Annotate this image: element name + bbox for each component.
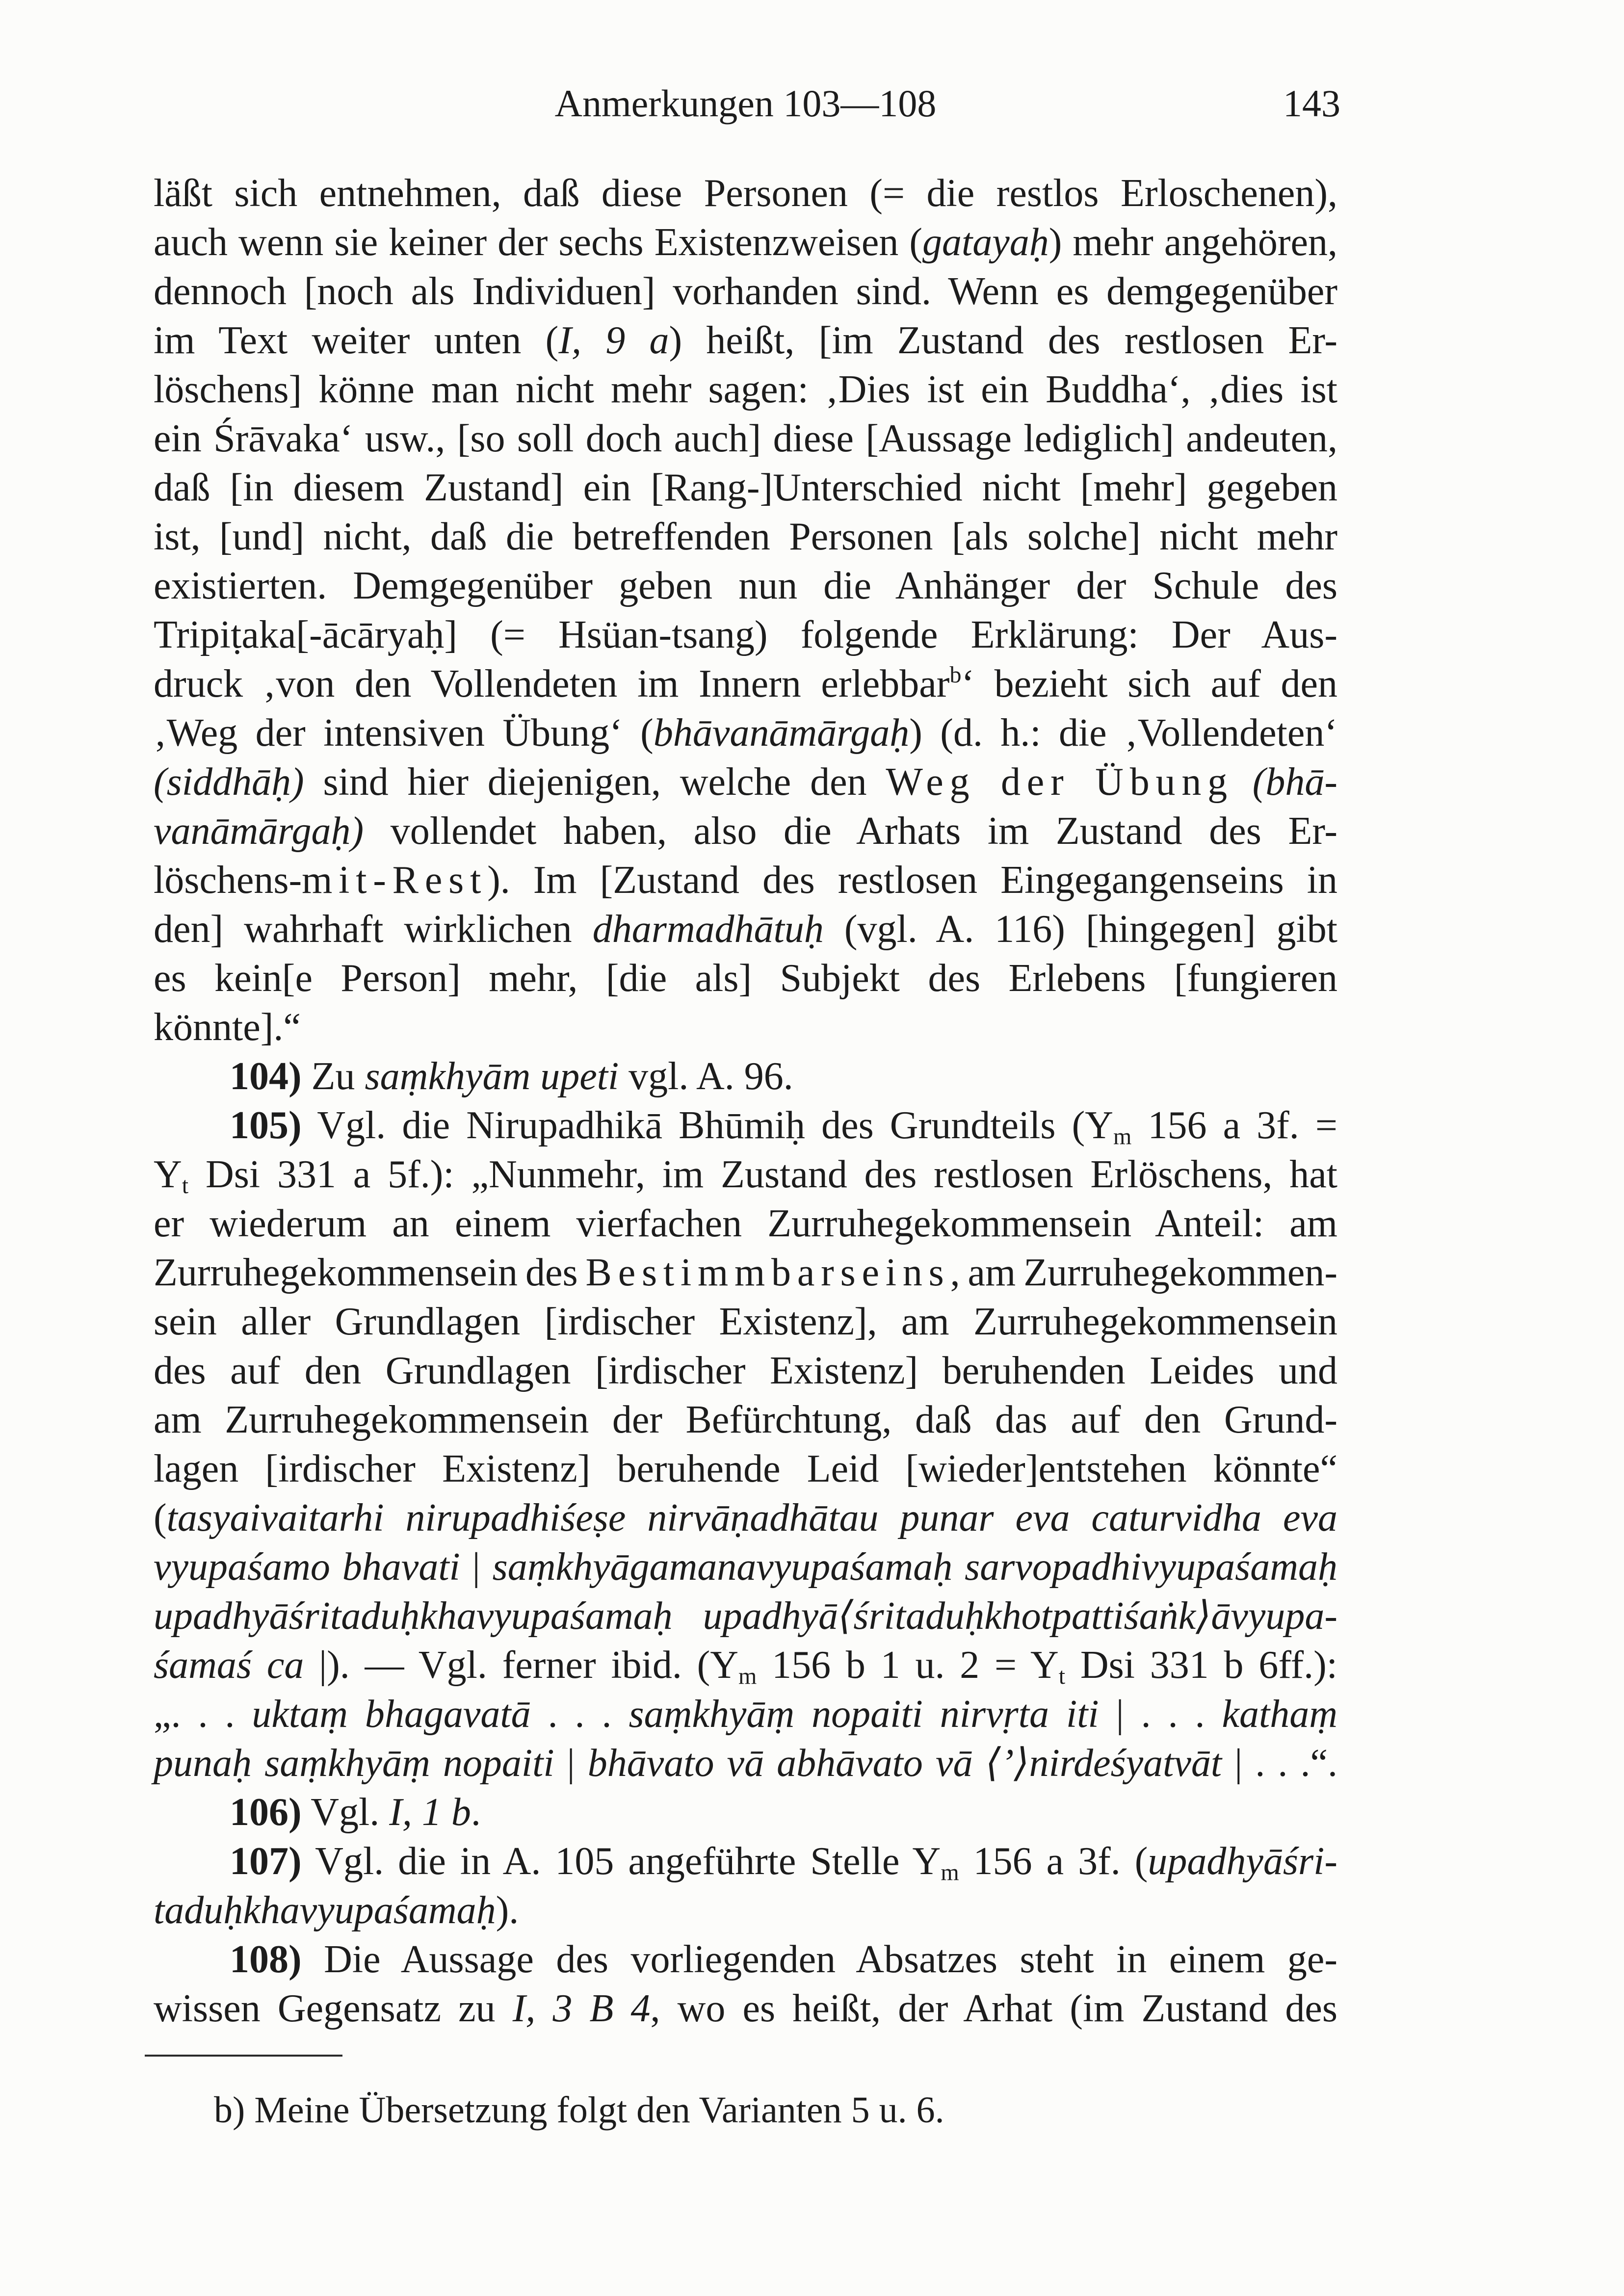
line-text — [154, 659, 1337, 708]
line-text — [154, 1984, 1337, 2033]
text-run: ) (d. h.: die ‚Vollendeten‘ — [909, 711, 1338, 755]
text-run: 156 a 3f. = — [1131, 1104, 1338, 1147]
text-line — [154, 316, 1337, 365]
text-run: , wo es heißt, der Arhat (im Zustand des — [650, 1987, 1337, 2030]
line-text — [154, 1641, 1337, 1690]
footnote-rule — [145, 2055, 342, 2057]
notes-text-block — [154, 169, 1337, 2033]
italic-text: taduḥkhavyupaśamaḥ — [154, 1889, 496, 1932]
italic-text: śamaś ca — [154, 1644, 304, 1687]
line-text — [154, 1444, 1337, 1493]
line-text — [230, 1837, 1337, 1886]
note-number: 107) — [230, 1840, 302, 1883]
text-run: Dsi 331 b 6ff.): — [1065, 1644, 1338, 1687]
text-run: er wiederum an einem vierfachen Zurruhegekommensein Anteil: am — [154, 1202, 1337, 1245]
note-number: 105) — [230, 1104, 302, 1147]
line-text — [154, 512, 1337, 561]
line-text — [154, 1346, 1337, 1395]
line-text — [230, 1788, 481, 1837]
subscript: t — [1058, 1663, 1066, 1689]
text-line — [154, 1641, 1337, 1690]
note-108 — [154, 1935, 1337, 2033]
note-104 — [154, 1052, 1337, 1101]
text-run: vgl. A. 96. — [619, 1055, 793, 1098]
italic-text: tasyaivaitarhi nirupadhiśeṣe nirvāṇadhātau punar eva caturvidha eva — [166, 1496, 1337, 1539]
italic-text: saṃkhyām upeti — [365, 1055, 619, 1098]
text-run: 156 a 3f. ( — [959, 1840, 1148, 1883]
text-line — [154, 1101, 1337, 1150]
text-run: ‘ bezieht sich auf den — [961, 662, 1338, 705]
line-text — [154, 954, 1337, 1003]
text-run: könnte].“ — [154, 1006, 301, 1049]
text-run: vollendet haben, also die Arhats im Zustand des Er- — [364, 809, 1337, 853]
page-number: 143 — [1283, 82, 1340, 125]
text-run: Vgl. die in A. 105 angeführte Stelle Y — [315, 1840, 941, 1883]
line-text — [154, 1690, 1337, 1739]
text-run: löschens- — [154, 859, 302, 902]
text-run: ein Śrāvaka‘ usw., [so soll doch auch] diese [Aussage lediglich] andeuten, — [154, 417, 1337, 460]
italic-text: I, 1 b — [389, 1791, 471, 1834]
text-line — [154, 1297, 1337, 1346]
text-line — [154, 1935, 1337, 1984]
italic-text: bhāvato vā abhāvato vā ⟨’⟩nirdeśyatvāt — [587, 1742, 1222, 1785]
line-text — [230, 1101, 1337, 1150]
line-text — [154, 316, 1337, 365]
footnote-marker: b) — [214, 2089, 245, 2131]
text-line — [154, 1346, 1337, 1395]
text-run: daß [in diesem Zustand] ein [Rang-]Unterschied nicht [mehr] gegeben — [154, 466, 1337, 509]
text-run: Zurruhegekommensein des — [154, 1251, 586, 1294]
text-line — [154, 463, 1337, 512]
text-run: sein aller Grundlagen [irdischer Existenz], am Zurruhegekommensein — [154, 1300, 1337, 1343]
text-line — [154, 610, 1337, 659]
text-run: Dsi 331 a 5f.): „Nunmehr, im Zustand des restlosen Erlöschens, hat — [188, 1153, 1337, 1196]
text-line — [154, 512, 1337, 561]
text-line — [154, 365, 1337, 414]
note-105 — [154, 1101, 1337, 1788]
line-text — [154, 1542, 1337, 1592]
note-106 — [154, 1788, 1337, 1837]
text-run: (vgl. A. 116) [hingegen] gibt — [823, 908, 1337, 951]
text-run: ) heißt, [im Zustand des restlosen Er- — [669, 319, 1337, 362]
note-number: 108) — [230, 1938, 302, 1981]
text-run: |). — Vgl. ferner ibid. (Y — [304, 1644, 739, 1687]
text-run: | — [460, 1545, 493, 1589]
text-line — [154, 1886, 1337, 1935]
text-run: des auf den Grundlagen [irdischer Existenz] beruhenden Leides und — [154, 1349, 1337, 1392]
running-header — [154, 79, 1340, 128]
line-text — [154, 708, 1337, 757]
line-text — [154, 414, 1337, 463]
spaced-text: mit-Rest — [302, 859, 488, 902]
text-line — [154, 1690, 1337, 1739]
text-line — [154, 1248, 1337, 1297]
subscript: t — [182, 1173, 189, 1199]
text-run: den] wahrhaft wirklichen — [154, 908, 593, 951]
text-line — [154, 905, 1337, 954]
line-text — [154, 1003, 301, 1052]
text-run: am Zurruhegekommensein der Befürchtung, daß das auf den Grund- — [154, 1398, 1337, 1441]
text-run: | . . . — [1099, 1693, 1222, 1736]
text-run: sind hier diejenigen, welche den — [304, 760, 886, 804]
line-text — [154, 1493, 1337, 1542]
footnote-b — [214, 2086, 944, 2135]
text-line — [154, 954, 1337, 1003]
text-line — [154, 1788, 1337, 1837]
italic-text: saṃkhyāgamanavyupaśamaḥ sarvopadhivyupaśamaḥ — [492, 1545, 1338, 1589]
italic-text: upadhyāśritaduḥkhavyupaśamaḥ upadhyā⟨śritaduḥkhotpattiśaṅk⟩āvyupa- — [154, 1594, 1337, 1638]
spaced-text: Bestimmbarseins — [585, 1251, 950, 1294]
italic-text: dharmadhātuḥ — [592, 908, 824, 951]
text-run: Zu — [311, 1055, 365, 1098]
text-line — [154, 169, 1337, 218]
text-line — [154, 1542, 1337, 1592]
text-line — [154, 1052, 1337, 1101]
text-run: ‚Weg der intensiven Übung‘ ( — [154, 711, 654, 755]
line-text — [154, 463, 1337, 512]
text-line — [154, 807, 1337, 856]
text-run: Vgl. — [311, 1791, 390, 1834]
text-run: Y — [154, 1153, 182, 1196]
note-number: 104) — [230, 1055, 302, 1098]
italic-text: I, 3 B 4 — [512, 1987, 651, 2030]
footnote-text: Meine Übersetzung folgt den Varianten 5 u. 6. — [254, 2089, 944, 2131]
note-number: 106) — [230, 1791, 302, 1834]
line-text — [154, 169, 1337, 218]
text-run: | . . .“. — [1222, 1742, 1337, 1785]
italic-text: bhāvanāmārgaḥ — [653, 711, 910, 755]
text-run: es kein[e Person] mehr, [die als] Subjekt des Erlebens [fungieren — [154, 957, 1337, 1000]
text-run: wissen Gegensatz zu — [154, 1987, 513, 2030]
text-run: lagen [irdischer Existenz] beruhende Leid [wieder]entstehen könnte“ — [154, 1447, 1337, 1490]
subscript: m — [941, 1859, 959, 1885]
line-text — [154, 1395, 1337, 1444]
line-text — [154, 1886, 519, 1935]
text-run: ( — [154, 1496, 167, 1539]
text-line — [154, 1592, 1337, 1641]
text-run: ) mehr angehören, — [1048, 221, 1338, 264]
line-text — [154, 561, 1337, 610]
line-text — [154, 1739, 1337, 1788]
text-line — [154, 1493, 1337, 1542]
text-line — [154, 414, 1337, 463]
text-line — [154, 561, 1337, 610]
text-run: druck ‚von den Vollendeten im Innern erlebbar — [154, 662, 950, 705]
text-run: ist, [und] nicht, daß die betreffenden Personen [als solche] nicht mehr — [154, 515, 1337, 558]
text-run: . . . — [530, 1693, 629, 1736]
superscript: b — [949, 662, 962, 688]
italic-text: uktaṃ bhagavatā — [252, 1693, 531, 1736]
text-run: dennoch [noch als Individuen] vorhanden sind. Wenn es demgegenüber — [154, 270, 1337, 313]
text-run: im Text weiter unten ( — [154, 319, 559, 362]
line-text — [154, 1592, 1337, 1641]
line-text — [154, 1199, 1337, 1248]
italic-text: (siddhāḥ) — [154, 760, 304, 804]
italic-text: vanāmārgaḥ) — [154, 809, 364, 853]
text-line — [154, 1984, 1337, 2033]
running-title: Anmerkungen 103—108 — [554, 82, 937, 125]
line-text — [154, 267, 1337, 316]
text-run: existierten. Demgegenüber geben nun die Anhänger der Schule des — [154, 564, 1337, 607]
note-103-continuation — [154, 169, 1337, 1052]
line-text — [154, 807, 1337, 856]
text-line — [154, 1444, 1337, 1493]
text-line — [154, 267, 1337, 316]
line-text — [154, 365, 1337, 414]
text-line — [154, 659, 1337, 708]
text-run: Die Aussage des vorliegenden Absatzes steht in einem ge- — [324, 1938, 1337, 1981]
text-line — [154, 1150, 1337, 1199]
line-text — [154, 218, 1337, 267]
italic-text: vyupaśamo bhavati — [154, 1545, 460, 1589]
text-run: . — [471, 1791, 481, 1834]
text-line — [154, 708, 1337, 757]
text-line — [154, 856, 1337, 905]
text-line — [154, 1003, 1337, 1052]
line-text — [154, 1150, 1337, 1199]
text-line — [154, 1395, 1337, 1444]
text-line — [154, 1837, 1337, 1886]
line-text — [154, 1297, 1337, 1346]
italic-text: gatayaḥ — [922, 221, 1049, 264]
text-run: , am Zurruhegekommen- — [950, 1251, 1337, 1294]
spaced-text: Weg der Übung — [886, 760, 1233, 804]
line-text — [230, 1935, 1337, 1984]
text-run: auch wenn sie keiner der sechs Existenzweisen ( — [154, 221, 923, 264]
line-text — [154, 610, 1337, 659]
text-run: Vgl. die Nirupadhikā Bhūmiḥ des Grundteils (Y — [317, 1104, 1114, 1147]
text-line — [154, 1199, 1337, 1248]
italic-text: punaḥ saṃkhyāṃ nopaiti — [154, 1742, 554, 1785]
line-text — [154, 905, 1337, 954]
text-run — [1233, 760, 1253, 804]
text-run: | — [554, 1742, 588, 1785]
line-text — [154, 856, 1337, 905]
text-line — [154, 218, 1337, 267]
text-line — [154, 1739, 1337, 1788]
text-run: ). — [496, 1889, 519, 1932]
text-run: Tripiṭaka[-ācāryaḥ] (= Hsüan-tsang) folgende Erklärung: Der Aus- — [154, 613, 1337, 656]
text-run: läßt sich entnehmen, daß diese Personen (= die restlos Erloschenen), — [154, 172, 1337, 215]
subscript: m — [738, 1663, 757, 1689]
italic-text: upadhyāśri- — [1148, 1840, 1337, 1883]
italic-text: I, 9 a — [558, 319, 669, 362]
line-text — [154, 1248, 1337, 1297]
text-line — [154, 757, 1337, 807]
italic-text: saṃkhyāṃ nopaiti nirvṛta iti — [629, 1693, 1099, 1736]
line-text — [154, 757, 1337, 807]
italic-text: (bhā- — [1252, 760, 1337, 804]
italic-text: kathaṃ — [1222, 1693, 1338, 1736]
text-run: „. . . — [154, 1693, 252, 1736]
text-run: ). Im [Zustand des restlosen Eingegangenseins in — [487, 859, 1337, 902]
note-107 — [154, 1837, 1337, 1935]
text-run: 156 b 1 u. 2 = Y — [757, 1644, 1059, 1687]
text-run: löschens] könne man nicht mehr sagen: ‚Dies ist ein Buddha‘, ‚dies ist — [154, 368, 1337, 411]
line-text — [230, 1052, 793, 1101]
subscript: m — [1113, 1123, 1132, 1149]
